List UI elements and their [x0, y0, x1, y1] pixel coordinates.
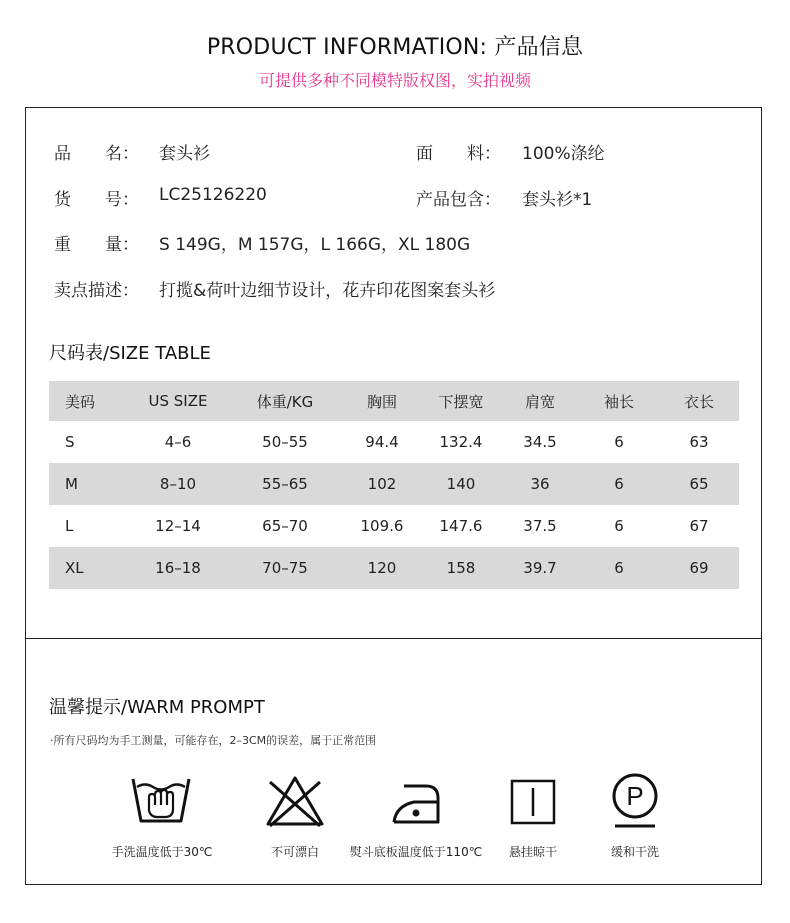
- warm-prompt-title: 温馨提示/WARM PROMPT: [49, 697, 265, 718]
- table-cell: 63: [689, 433, 709, 451]
- table-cell: 8–10: [159, 475, 197, 493]
- fabric-value: 100%涤纶: [522, 144, 605, 164]
- selling-value: 打揽&荷叶边细节设计，花卉印花图案套头衫: [159, 281, 496, 301]
- size-table-header: [49, 381, 739, 421]
- hand-wash-label: 手洗温度低于30℃: [111, 845, 213, 859]
- table-cell: 36: [530, 475, 550, 493]
- table-cell: 109.6: [360, 517, 404, 535]
- table-row: [49, 463, 739, 505]
- iron-label: 熨斗底板温度低于110℃: [349, 845, 483, 859]
- header-cell: 下摆宽: [438, 392, 484, 411]
- table-cell: 65: [689, 475, 709, 493]
- table-cell: M: [65, 475, 78, 493]
- info-row-code: [54, 185, 734, 209]
- table-cell: 70–75: [262, 559, 308, 577]
- table-cell: 102: [367, 475, 397, 493]
- code-value: LC25126220: [159, 185, 267, 205]
- section-divider: [26, 638, 761, 639]
- fabric-label: 面 料：: [416, 144, 501, 164]
- header-cell: 袖长: [603, 392, 634, 411]
- table-cell: 140: [446, 475, 476, 493]
- table-cell: 12–14: [155, 517, 201, 535]
- table-cell: 65–70: [262, 517, 308, 535]
- table-cell: 4–6: [164, 433, 192, 451]
- selling-label: 卖点描述：: [54, 281, 139, 301]
- info-row-name: [54, 139, 734, 163]
- contents-value: 套头衫*1: [522, 190, 593, 210]
- header-cell: US SIZE: [148, 392, 208, 410]
- weight-value: S 149G，M 157G，L 166G，XL 180G: [159, 235, 471, 255]
- size-table-title: 尺码表/SIZE TABLE: [49, 343, 211, 364]
- page-title: PRODUCT INFORMATION: 产品信息: [206, 35, 584, 60]
- no-bleach-icon: [264, 774, 326, 828]
- hand-wash-icon: [129, 773, 193, 829]
- warm-prompt-note: ·所有尺码均为手工测量，可能存在，2–3CM的误差，属于正常范围: [50, 734, 377, 747]
- header-cell: 衣长: [683, 392, 714, 411]
- header-cell: 体重/KG: [256, 392, 314, 411]
- table-cell: S: [65, 433, 75, 451]
- table-cell: 6: [614, 433, 624, 451]
- header-cell: 美码: [65, 392, 96, 411]
- iron-icon: [386, 780, 446, 826]
- info-frame: [25, 107, 762, 885]
- size-table: [49, 381, 739, 589]
- table-cell: 55–65: [262, 475, 308, 493]
- header-cell: 肩宽: [524, 392, 555, 411]
- header-cell: 胸围: [366, 392, 397, 411]
- table-cell: L: [65, 517, 74, 535]
- weight-label: 重 量：: [54, 235, 139, 255]
- table-row: [49, 547, 739, 589]
- table-cell: 67: [689, 517, 709, 535]
- code-label: 货 号：: [54, 190, 139, 210]
- contents-label: 产品包含：: [416, 190, 501, 210]
- table-cell: 132.4: [439, 433, 483, 451]
- hang-dry-label: 悬挂晾干: [508, 845, 557, 859]
- table-cell: 158: [446, 559, 476, 577]
- table-cell: 69: [689, 559, 709, 577]
- table-row: [49, 421, 739, 463]
- table-cell: 94.4: [365, 433, 399, 451]
- dry-clean-p-icon: [609, 772, 661, 830]
- table-cell: XL: [65, 559, 84, 577]
- info-row-selling: [54, 276, 734, 300]
- table-cell: 147.6: [439, 517, 483, 535]
- info-row-weight: [54, 230, 734, 254]
- table-cell: 34.5: [523, 433, 557, 451]
- page-subtitle: 可提供多种不同模特版权图，实拍视频: [258, 71, 531, 90]
- table-cell: 39.7: [523, 559, 557, 577]
- hang-dry-icon: [509, 778, 557, 826]
- table-cell: 6: [614, 475, 624, 493]
- name-label: 品 名：: [54, 144, 139, 164]
- table-cell: 37.5: [523, 517, 557, 535]
- no-bleach-label: 不可漂白: [270, 845, 319, 859]
- table-cell: 50–55: [262, 433, 308, 451]
- dry-clean-letter: P: [626, 781, 644, 811]
- table-cell: 120: [367, 559, 397, 577]
- table-row: [49, 505, 739, 547]
- table-cell: 16–18: [155, 559, 201, 577]
- name-value: 套头衫: [159, 144, 210, 164]
- table-cell: 6: [614, 559, 624, 577]
- table-cell: 6: [614, 517, 624, 535]
- dry-clean-label: 缓和干洗: [610, 845, 659, 859]
